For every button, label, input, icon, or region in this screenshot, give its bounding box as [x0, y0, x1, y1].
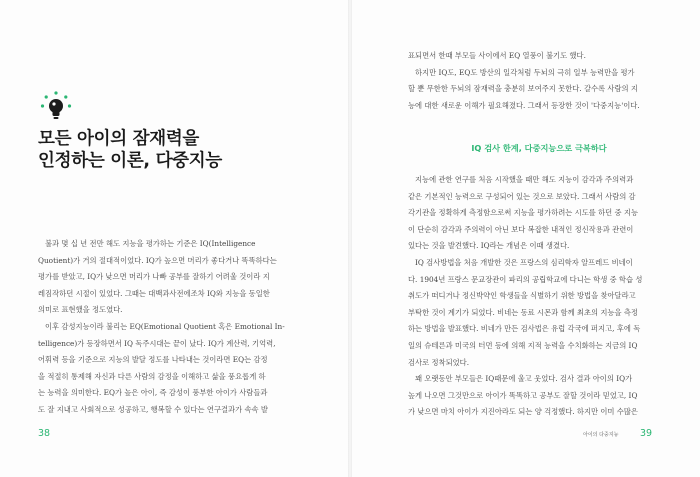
chapter-title-line: 모든 아이의 잠재력을 [38, 129, 200, 149]
text-line: telligence)가 등장하면서 IQ 독주시대는 끝이 났다. IQ가 계산력, 기억력, [38, 338, 276, 348]
text-line: Quotient)가 거의 절대적이었다. IQ가 높으면 머리가 좋다거나 똑똑하다는 [38, 255, 277, 265]
page-number: 38 [38, 428, 51, 439]
text-line: 불과 몇 십 년 전만 해도 지능을 평가하는 기준은 IQ(Intelligence [45, 239, 256, 248]
text-line: 할 뿐 무한한 두뇌의 잠재력을 충분히 보여주지 못한다. 갈수록 사람의 지 [408, 84, 638, 94]
text-line: 부탁한 것이 계기가 되었다. 비네는 동료 시몬과 함께 최초의 지능을 측정 [408, 307, 638, 317]
chapter-title [38, 128, 222, 172]
text-line: 각기관을 정확하게 측정함으로써 지능을 평가하려는 시도를 하던 중 지능 [408, 208, 639, 218]
body-paragraph [408, 371, 670, 421]
text-line: 능에 대한 새로운 이해가 필요해졌다. 그래서 등장한 것이 '다중지능'이다. [408, 100, 640, 110]
text-line: 검사로 정착되었다. [408, 357, 470, 367]
lightbulb-icon [40, 90, 72, 122]
text-line: 어휘력 등을 기준으로 지능의 발달 정도를 나타내는 것이라면 EQ는 감정 [38, 355, 268, 365]
page-number: 39 [640, 428, 653, 439]
text-line: 있다는 것을 발견했다. IQ라는 개념은 이때 생겼다. [408, 241, 570, 251]
body-paragraph [408, 172, 670, 255]
text-line: 가 낮으면 마치 아이가 지진아라도 되는 양 걱정했다. 하지만 이미 수많은 [408, 407, 638, 417]
text-line: IQ 검사방법을 처음 개발한 것은 프랑스의 심리학자 알프레드 비네이 [415, 258, 633, 267]
section-heading: IQ 검사 한계, 다중지능으로 극복하다 [471, 143, 607, 153]
text-line: 는 능력을 의미한다. EQ가 높은 아이, 즉 감성이 풍부한 아이가 사람들과 [38, 388, 268, 398]
left-page [0, 0, 348, 477]
chapter-title-line: 인정하는 이론, 다중지능 [38, 151, 222, 171]
right-page [352, 0, 700, 477]
text-line: 꽤 오랫동안 부모들은 IQ때문에 울고 웃었다. 검사 결과 아이의 IQ가 [415, 374, 633, 383]
text-line: 이후 감성지능이라 불리는 EQ(Emotional Quotient 혹은 Emotional In- [45, 322, 285, 331]
running-head: 아이의 다중지능 [583, 432, 619, 438]
text-line: 다. 1904년 프랑스 문교장관이 파리의 공립학교에 다니는 학생 중 학습 성 [408, 274, 643, 284]
body-paragraph [408, 255, 670, 371]
text-line: 평가를 받았고, IQ가 낮으면 머리가 나빠 공부를 잘하기 어려울 것이라 지 [38, 272, 270, 282]
text-line: 지능에 관한 연구를 처음 시작했을 때만 해도 지능이 감각과 주의력과 [415, 175, 634, 184]
text-line: 하는 방법을 발표했다. 비네가 만든 검사법은 유럽 각국에 퍼지고, 후에 독 [408, 324, 641, 334]
text-line: 도 잘 지내고 사회적으로 성공하고, 행복할 수 있다는 연구결과가 속속 발 [38, 404, 268, 414]
body-paragraph [408, 65, 670, 115]
text-line: 표되면서 한때 부모들 사이에서 EQ 열풍이 불기도 했다. [408, 51, 586, 60]
text-line: 을 적절히 통제해 자신과 다른 사람의 감정을 이해하고 삶을 풍요롭게 하 [38, 371, 266, 381]
text-line: 레짐작하던 시절이 있었다. 그때는 대백과사전에조차 IQ와 지능을 동일한 [38, 288, 270, 298]
text-line: 하지만 IQ도, EQ도 방산의 일각처럼 두뇌의 극히 일부 능력만을 평가 [415, 67, 635, 77]
body-paragraph [38, 236, 326, 319]
text-line: 이 단순히 감각과 주의력이 아닌 보다 복잡한 내적인 정신작용과 관련이 [408, 224, 634, 234]
text-line: 같은 기본적인 능력으로 구성되어 있는 것으로 보았다. 그래서 사람의 감 [408, 191, 636, 201]
text-line: 높게 나오면 그것만으로 아이가 똑똑하고 공부도 잘할 것이라 믿었고, IQ [408, 390, 638, 400]
body-paragraph [408, 48, 670, 65]
text-line: 일의 슈테른과 미국의 터먼 등에 의해 지적 능력을 수치화하는 지금의 IQ [408, 340, 638, 350]
text-line: 의미로 표현했을 정도였다. [38, 305, 123, 315]
body-paragraph [38, 319, 326, 419]
text-line: 취도가 떠디거나 정신박약인 학생들을 식별하기 위한 방법을 찾아달라고 [408, 291, 636, 301]
